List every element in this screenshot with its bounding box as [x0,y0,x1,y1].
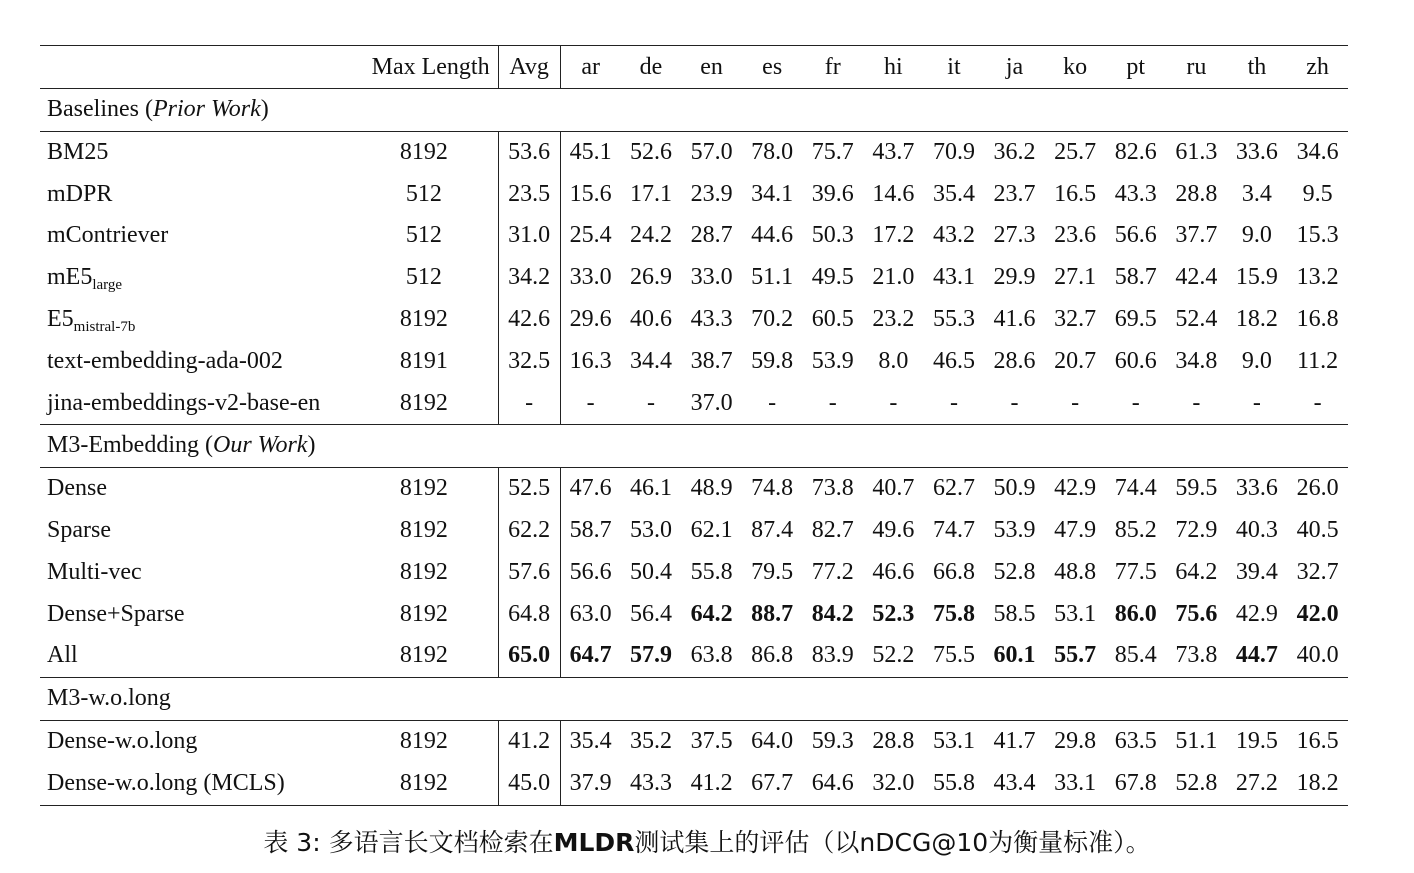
score-cell-hi: 17.2 [872,222,915,249]
model-name-cell [40,594,350,636]
score-cell-ja: 23.7 [993,180,1036,207]
score-cell-de: 26.9 [629,264,672,291]
score-cell-ar: 25.4 [569,222,612,249]
score-cell-zh: 18.2 [1287,763,1348,805]
model-name-cell [40,635,350,677]
table-row [40,257,1348,299]
header-lang-en: en [700,54,723,80]
score-cell-es: 59.8 [751,347,794,374]
score-cell-ja: 41.6 [993,305,1036,332]
header-lang-ar: ar [581,54,600,80]
model-name: Multi-vec [47,558,142,585]
score-cell-es: 86.8 [742,635,803,677]
score-cell-hi: 23.2 [872,305,915,332]
header-lang-th: th [1247,54,1267,80]
score-cell-ja: 43.4 [984,763,1045,805]
score-cell-ru: - [1166,383,1227,425]
score-cell-zh: 11.2 [1297,347,1339,374]
score-cell-fr: 49.5 [811,264,854,291]
score-cell-de: 50.4 [629,558,672,585]
avg-cell: 42.6 [498,299,560,341]
score-cell-ar: 15.6 [569,180,612,207]
table-row [40,594,1348,636]
score-cell-de: 56.4 [629,600,672,627]
score-cell-th: 9.0 [1241,222,1272,249]
section-title-text: Baselines ( [47,96,153,122]
score-cell-en: 37.5 [690,727,733,754]
score-cell-it: 43.2 [932,222,975,249]
table-row [40,383,1348,425]
score-cell-th: 18.2 [1235,305,1278,332]
model-name: jina-embeddings-v2-base-en [47,389,321,416]
max-length-cell: 8192 [350,383,498,425]
score-cell-it: 43.1 [932,264,975,291]
score-cell-it: 53.1 [932,727,975,754]
score-cell-ru: 34.8 [1175,347,1218,374]
score-cell-en: 48.9 [690,475,733,502]
model-name: text-embedding-ada-002 [47,347,283,374]
score-cell-ko: 53.1 [1054,600,1097,627]
table-row [40,720,1348,762]
score-cell-zh: 9.5 [1302,180,1333,207]
header-model [40,46,350,89]
avg-cell: 41.2 [498,720,560,762]
score-cell-ja: 50.9 [993,475,1036,502]
score-cell-ru: 64.2 [1175,558,1218,585]
avg-cell: 32.5 [498,341,560,383]
score-cell-zh: 32.7 [1296,558,1339,585]
section-title-italic: Prior Work [152,96,261,122]
score-cell-th: 33.6 [1235,138,1278,165]
score-cell-zh: 40.5 [1296,516,1339,543]
score-cell-pt: 77.5 [1114,558,1157,585]
score-cell-en: 63.8 [681,635,742,677]
score-cell-ar: 63.0 [569,600,612,627]
score-cell-es: 67.7 [742,763,803,805]
score-cell-ko: 48.8 [1054,558,1097,585]
score-cell-de: 40.6 [629,305,672,332]
model-name: mE5 [47,264,93,291]
score-cell-ko: 25.7 [1054,138,1097,165]
score-cell-hi: 43.7 [872,138,915,165]
max-length-cell: 512 [405,180,442,207]
score-cell-es: 74.8 [751,475,794,502]
score-cell-pt: 56.6 [1114,222,1157,249]
table-row [40,510,1348,552]
score-cell-de: 46.1 [629,475,672,502]
table-row [40,468,1348,510]
score-cell-th: 39.4 [1235,558,1278,585]
score-cell-fr: 60.5 [811,305,854,332]
score-cell-th: 19.5 [1235,727,1278,754]
score-cell-pt: 74.4 [1114,475,1157,502]
score-cell-de: 35.2 [629,727,672,754]
score-cell-hi: - [863,383,924,425]
score-cell-es: - [742,383,803,425]
avg-cell: 62.2 [498,510,560,552]
table-caption [0,823,1414,859]
score-cell-ko: 42.9 [1054,475,1097,502]
model-name-cell [40,299,350,341]
score-cell-zh: 42.0 [1296,600,1339,627]
score-cell-es: 64.0 [751,727,794,754]
score-cell-hi: 49.6 [872,516,915,543]
score-cell-fr: 73.8 [811,475,854,502]
model-name: Dense-w.o.long [47,727,198,754]
score-cell-ko: 47.9 [1054,516,1097,543]
table-row [40,299,1348,341]
score-cell-zh: - [1287,383,1348,425]
score-cell-fr: 77.2 [811,558,854,585]
score-cell-en: 33.0 [690,264,733,291]
score-cell-pt: 60.6 [1114,347,1157,374]
max-length-cell: 8192 [350,763,498,805]
score-cell-pt: 82.6 [1114,138,1157,165]
score-cell-hi: 32.0 [863,763,924,805]
caption-part1: 多语言长文档检索在 [328,828,554,857]
table-row [40,131,1348,173]
score-cell-zh: 16.5 [1296,727,1339,754]
score-cell-ar: 47.6 [569,475,612,502]
header-avg: Avg [498,46,560,89]
avg-cell: 64.8 [498,594,560,636]
score-cell-en: 64.2 [690,600,733,627]
score-cell-fr: 50.3 [811,222,854,249]
score-cell-es: 79.5 [751,558,794,585]
model-name-cell [40,174,350,216]
score-cell-ar: 35.4 [569,727,612,754]
score-cell-ar: 33.0 [569,264,612,291]
score-cell-ar: 58.7 [569,516,612,543]
section-title-text: M3-Embedding ( [47,432,213,459]
score-cell-de: 53.0 [629,516,672,543]
score-cell-en: 41.2 [681,763,742,805]
model-name: Dense-w.o.long (MCLS) [47,769,285,796]
score-cell-en: 43.3 [690,305,733,332]
table-row [40,552,1348,594]
score-cell-fr: 82.7 [811,516,854,543]
section-title-close: ) [307,432,316,459]
score-cell-ko: 55.7 [1045,635,1106,677]
table-row [40,341,1348,383]
results-table [40,45,1348,806]
score-cell-de: - [621,383,682,425]
score-cell-ko: 33.1 [1045,763,1106,805]
score-cell-de: 52.6 [629,138,672,165]
score-cell-it: 46.5 [932,347,975,374]
score-cell-en: 37.0 [681,383,742,425]
score-cell-fr: 53.9 [811,347,854,374]
score-cell-ar: 64.7 [560,635,621,677]
model-name-cell [40,215,350,257]
score-cell-ru: 42.4 [1175,264,1218,291]
score-cell-pt: 63.5 [1114,727,1157,754]
score-cell-pt: - [1105,383,1166,425]
score-cell-ja: 41.7 [993,727,1036,754]
header-max-length: Max Length [371,54,490,80]
section-header-row [40,425,1348,468]
model-name-cell [40,468,350,510]
score-cell-ja: 36.2 [993,138,1036,165]
score-cell-th: 15.9 [1235,264,1278,291]
score-cell-en: 55.8 [690,558,733,585]
score-cell-zh: 16.8 [1296,305,1339,332]
model-name-cell [40,763,350,805]
max-length-cell: 8192 [399,475,448,502]
section-header-row [40,89,1348,132]
section-title-italic: Our Work [212,432,308,459]
score-cell-de: 43.3 [621,763,682,805]
model-name: mContriever [47,222,169,249]
score-cell-de: 24.2 [629,222,672,249]
score-cell-zh: 13.2 [1296,264,1339,291]
avg-cell: 34.2 [498,257,560,299]
score-cell-th: 42.9 [1235,600,1278,627]
header-row [40,46,1348,89]
avg-cell: 45.0 [498,763,560,805]
score-cell-es: 34.1 [751,180,794,207]
score-cell-zh: 26.0 [1296,475,1339,502]
model-name-cell [40,131,350,173]
score-cell-ru: 28.8 [1175,180,1218,207]
score-cell-hi: 40.7 [872,475,915,502]
score-cell-ja: 53.9 [993,516,1036,543]
header-lang-it: it [947,54,961,80]
header-lang-ja: ja [1005,54,1024,80]
score-cell-it: 74.7 [932,516,975,543]
score-cell-es: 70.2 [751,305,794,332]
score-cell-pt: 67.8 [1105,763,1166,805]
score-cell-ja: 28.6 [993,347,1036,374]
model-name-cell [40,341,350,383]
model-name: Dense+Sparse [47,600,185,627]
max-length-cell: 512 [405,222,442,249]
score-cell-ar: 56.6 [569,558,612,585]
score-cell-ru: 51.1 [1175,727,1218,754]
score-cell-ru: 72.9 [1175,516,1218,543]
score-cell-en: 57.0 [690,138,733,165]
section-title [40,89,1348,132]
score-cell-de: 57.9 [621,635,682,677]
score-cell-fr: - [802,383,863,425]
avg-cell: 23.5 [498,174,560,216]
score-cell-th: 9.0 [1241,347,1272,374]
score-cell-hi: 28.8 [872,727,915,754]
max-length-cell: 8191 [399,347,448,374]
avg-cell: 57.6 [498,552,560,594]
score-cell-ru: 37.7 [1175,222,1218,249]
section-title [40,678,1348,721]
score-cell-pt: 69.5 [1114,305,1157,332]
table-row [40,635,1348,677]
avg-cell: 65.0 [498,635,560,677]
score-cell-ru: 73.8 [1166,635,1227,677]
caption-prefix: 表 3: [263,828,329,857]
max-length-cell: 8192 [350,635,498,677]
model-name: E5 [47,305,74,332]
score-cell-ja: 52.8 [993,558,1036,585]
score-cell-th: 40.3 [1235,516,1278,543]
score-cell-it: 66.8 [932,558,975,585]
score-cell-it: - [924,383,985,425]
score-cell-ar: - [560,383,621,425]
table-body [40,89,1348,806]
score-cell-es: 44.6 [751,222,794,249]
score-cell-it: 55.3 [932,305,975,332]
score-cell-en: 28.7 [690,222,733,249]
max-length-cell: 8192 [399,138,448,165]
score-cell-ja: 29.9 [993,264,1036,291]
score-cell-th: 33.6 [1235,475,1278,502]
score-cell-de: 34.4 [629,347,672,374]
score-cell-es: 88.7 [751,600,794,627]
header-lang-fr: fr [824,54,841,80]
score-cell-it: 75.8 [932,600,975,627]
score-cell-ru: 52.8 [1166,763,1227,805]
header-lang-ko: ko [1063,54,1088,80]
caption-part2: 测试集上的评估（以nDCG@10为衡量标准）。 [634,828,1151,857]
score-cell-th: 44.7 [1227,635,1288,677]
score-cell-fr: 64.6 [802,763,863,805]
model-name-cell [40,552,350,594]
max-length-cell: 8192 [399,558,448,585]
score-cell-th: - [1227,383,1288,425]
score-cell-en: 23.9 [690,180,733,207]
score-cell-ja: 60.1 [984,635,1045,677]
score-cell-de: 17.1 [629,180,672,207]
model-name: All [47,642,78,669]
score-cell-fr: 75.7 [811,138,854,165]
score-cell-ko: 23.6 [1054,222,1097,249]
score-cell-hi: 52.3 [872,600,915,627]
score-cell-hi: 14.6 [872,180,915,207]
score-cell-zh: 34.6 [1296,138,1339,165]
max-length-cell: 512 [405,264,442,291]
score-cell-ko: 16.5 [1054,180,1097,207]
table-row [40,174,1348,216]
score-cell-hi: 46.6 [872,558,915,585]
model-name: Sparse [47,516,111,543]
section-header-row [40,678,1348,721]
score-cell-it: 62.7 [932,475,975,502]
header-lang-de: de [639,54,663,80]
score-cell-ko: 27.1 [1054,264,1097,291]
score-cell-it: 35.4 [932,180,975,207]
model-name-cell [40,720,350,762]
score-cell-ru: 59.5 [1175,475,1218,502]
caption-bold: MLDR [553,828,635,857]
score-cell-it: 70.9 [932,138,975,165]
max-length-cell: 8192 [399,305,448,332]
results-table-container [40,45,1348,806]
avg-cell: 53.6 [498,131,560,173]
max-length-cell: 8192 [399,727,448,754]
score-cell-hi: 21.0 [872,264,915,291]
model-name: Dense [47,475,107,502]
score-cell-ko: 32.7 [1054,305,1097,332]
score-cell-fr: 83.9 [802,635,863,677]
table-row [40,763,1348,805]
header-lang-zh: zh [1306,54,1329,80]
score-cell-ko: 20.7 [1054,347,1097,374]
max-length-cell: 8192 [399,516,448,543]
score-cell-ru: 75.6 [1175,600,1218,627]
score-cell-en: 62.1 [690,516,733,543]
score-cell-fr: 84.2 [811,600,854,627]
model-name-subscript: large [92,277,123,294]
header-lang-hi: hi [884,54,903,80]
score-cell-ru: 52.4 [1175,305,1218,332]
score-cell-ru: 61.3 [1175,138,1218,165]
score-cell-it: 55.8 [924,763,985,805]
score-cell-ar: 45.1 [569,138,612,165]
score-cell-hi: 52.2 [863,635,924,677]
score-cell-ar: 29.6 [569,305,612,332]
score-cell-ar: 37.9 [560,763,621,805]
score-cell-ko: 29.8 [1054,727,1097,754]
avg-cell: 52.5 [498,468,560,510]
score-cell-ar: 16.3 [569,347,612,374]
header-lang-pt: pt [1126,54,1146,80]
section-title [40,425,1348,468]
header-lang-ru: ru [1186,54,1207,80]
max-length-cell: 8192 [399,600,448,627]
model-name-subscript: mistral-7b [73,318,136,335]
score-cell-es: 87.4 [751,516,794,543]
score-cell-it: 75.5 [924,635,985,677]
model-name: BM25 [47,138,109,165]
score-cell-es: 51.1 [751,264,794,291]
avg-cell: - [498,383,560,425]
score-cell-hi: 8.0 [878,347,909,374]
score-cell-fr: 59.3 [811,727,854,754]
score-cell-ja: - [984,383,1045,425]
score-cell-pt: 85.4 [1105,635,1166,677]
score-cell-ja: 27.3 [993,222,1036,249]
score-cell-es: 78.0 [751,138,794,165]
score-cell-zh: 15.3 [1296,222,1339,249]
section-title-close: ) [260,96,269,122]
score-cell-pt: 43.3 [1114,180,1157,207]
header-lang-es: es [762,54,783,80]
score-cell-th: 27.2 [1227,763,1288,805]
score-cell-ja: 58.5 [993,600,1036,627]
score-cell-th: 3.4 [1241,180,1272,207]
avg-cell: 31.0 [498,215,560,257]
score-cell-zh: 40.0 [1287,635,1348,677]
model-name: mDPR [47,180,113,207]
model-name-cell [40,510,350,552]
score-cell-fr: 39.6 [811,180,854,207]
score-cell-en: 38.7 [690,347,733,374]
score-cell-pt: 86.0 [1114,600,1157,627]
score-cell-pt: 58.7 [1114,264,1157,291]
score-cell-ko: - [1045,383,1106,425]
model-name-cell [40,383,350,425]
table-row [40,215,1348,257]
section-title-text: M3-w.o.long [47,685,171,712]
model-name-cell [40,257,350,299]
score-cell-pt: 85.2 [1114,516,1157,543]
